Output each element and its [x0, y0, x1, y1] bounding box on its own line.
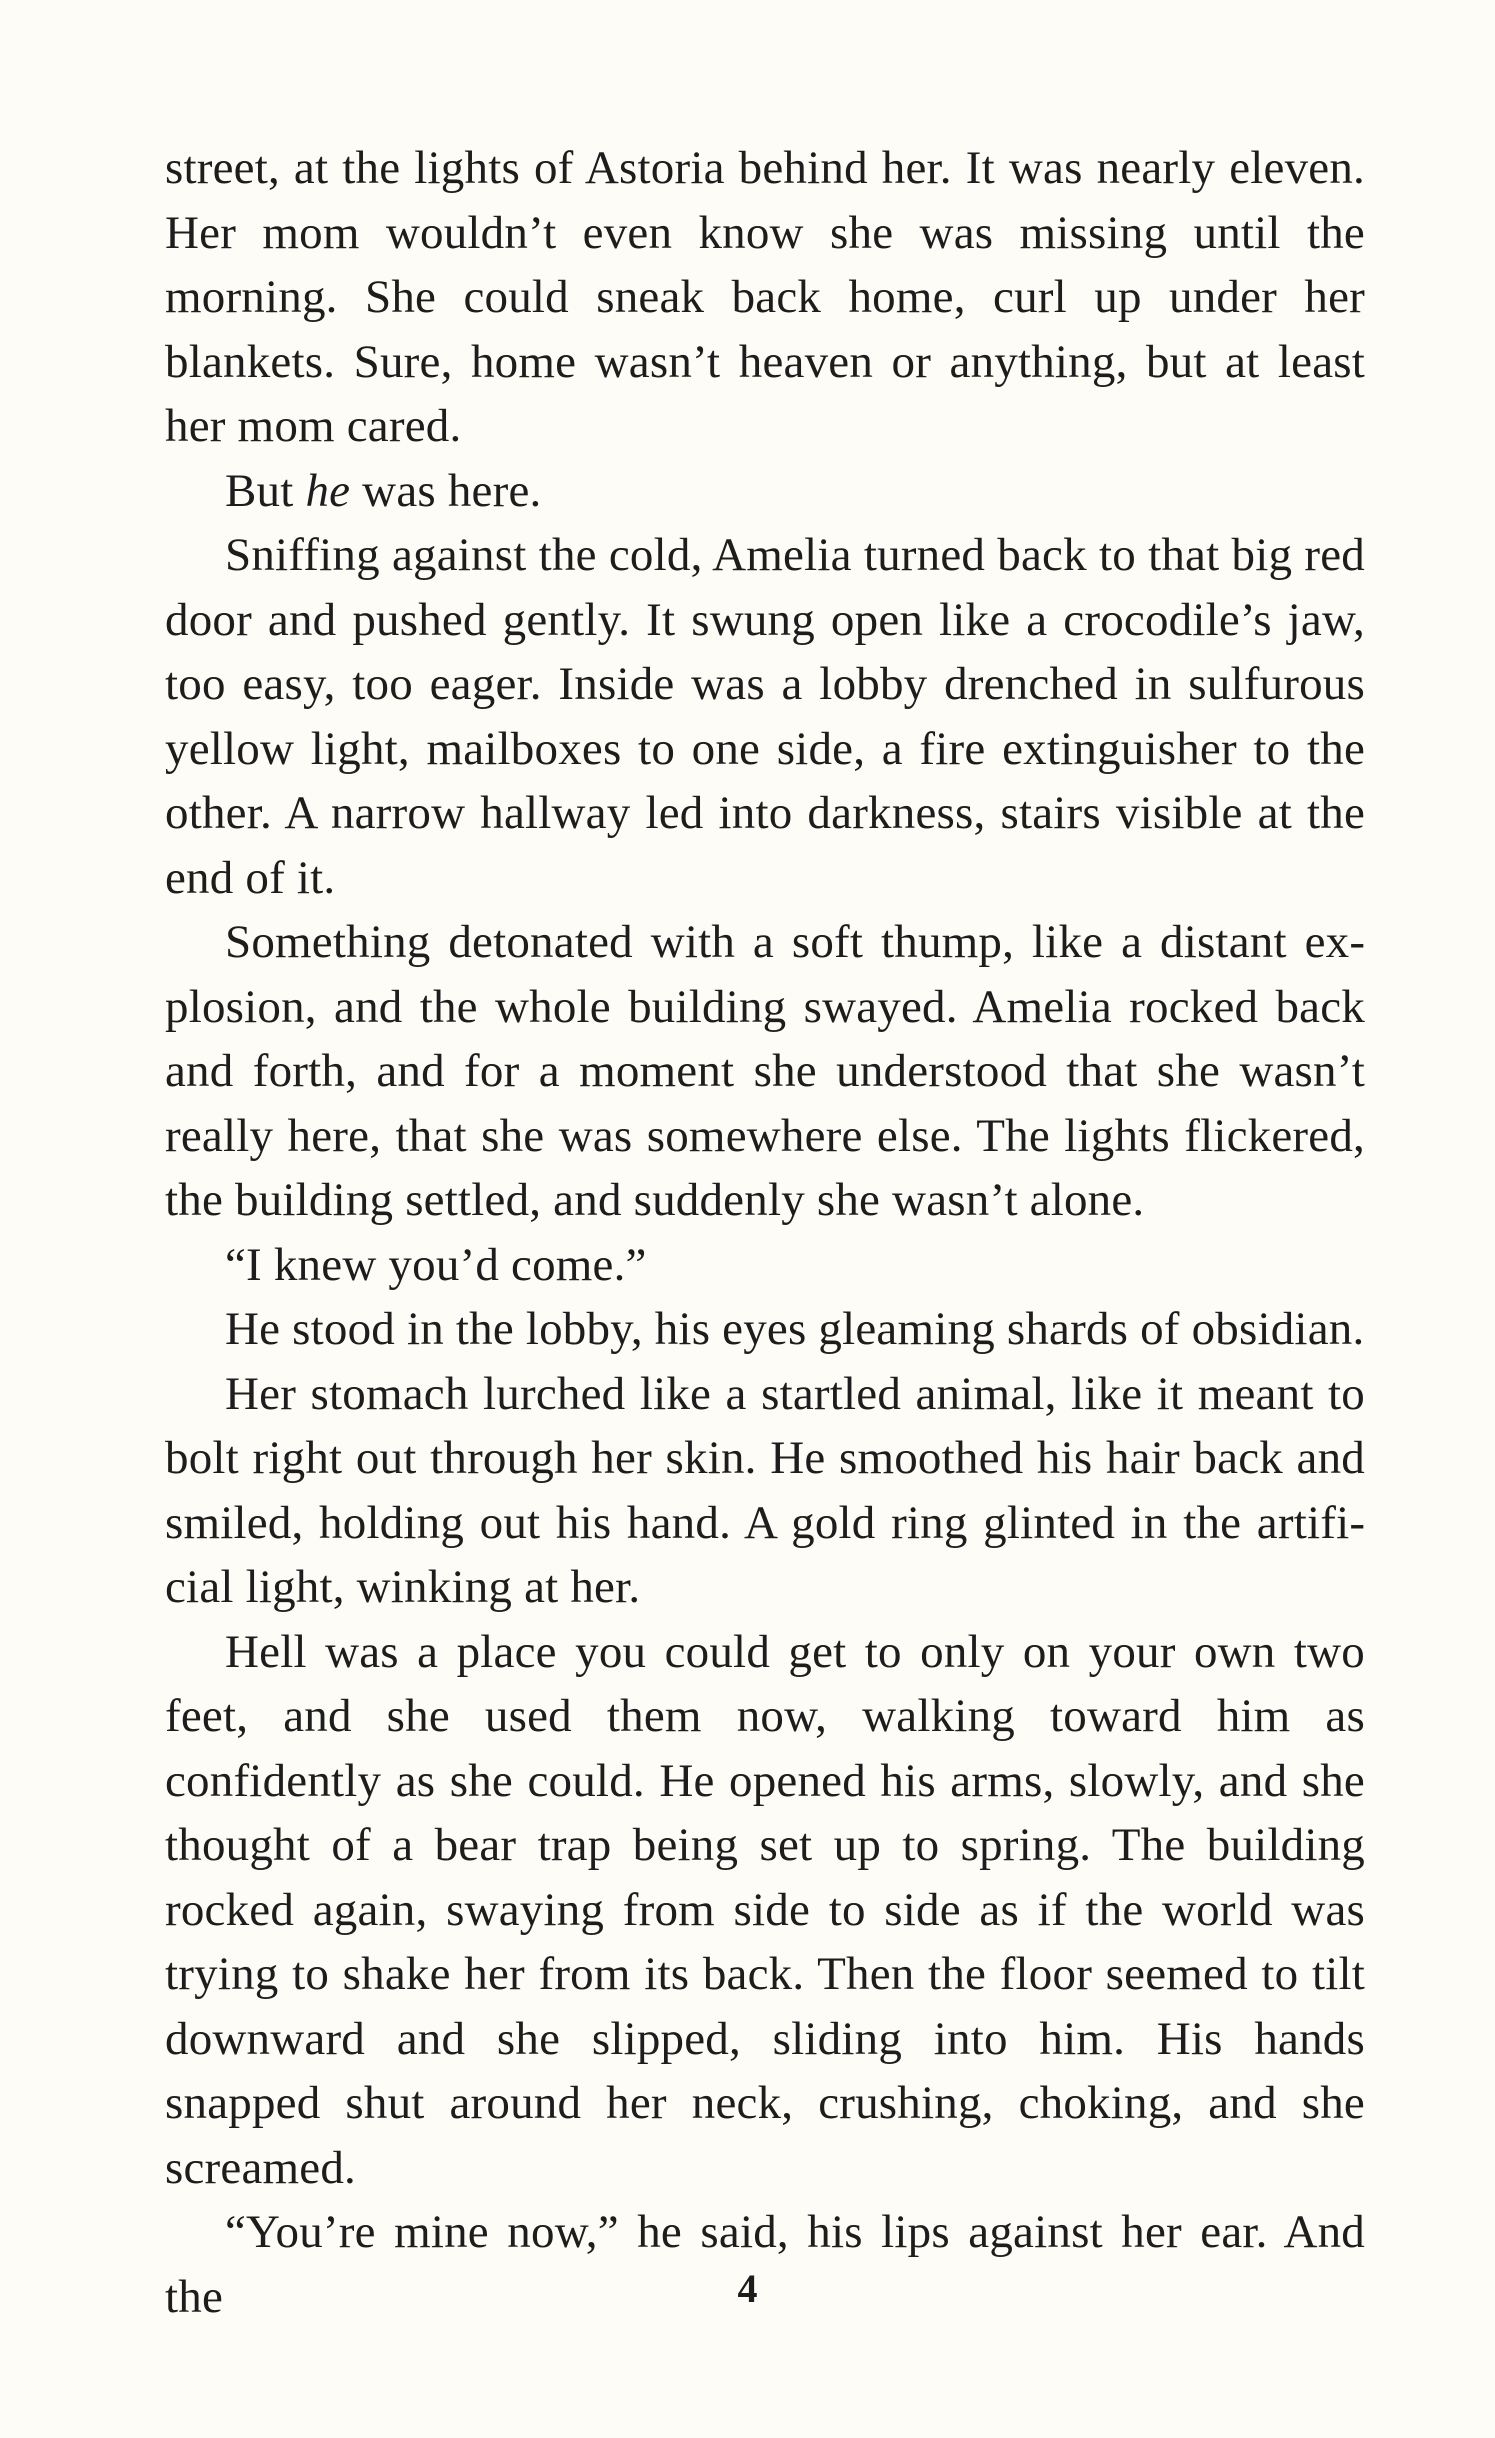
paragraph-1: street, at the lights of Astoria behind her. It was nearly eleven. Her mom wouldn’t even know she was missing until the morning. She could sneak back home, curl up under her blankets. Sure, home wasn’t heaven or anything, but at least her mom cared. — [165, 142, 1365, 452]
paragraph-9: “You’re mine now,” he said, his lips against her ear. And the — [165, 2206, 1365, 2323]
paragraph-6: He stood in the lobby, his eyes gleaming shards of obsidian. — [225, 1303, 1365, 1355]
paragraph-4: Something detonated with a soft thump, like a distant explosion, and the whole building swayed. Amelia rocked back and forth, and for a moment she understood that she wasn’t really here, that she was somewhere else. The lights flickered, the building settled, and suddenly she wasn’t alone. — [165, 916, 1365, 1226]
page-number: 4 — [737, 2266, 758, 2311]
page-body — [165, 136, 1365, 2329]
paragraph-2-text-after: was here. — [350, 464, 542, 517]
paragraph-3: Sniffing against the cold, Amelia turned back to that big red door and pushed gently. It swung open like a crocodile’s jaw, too easy, too eager. Inside was a lobby drenched in sulfurous yellow light, mailboxes to one side, a fire extinguisher to the other. A narrow hallway led into darkness, stairs visible at the end of it. — [165, 529, 1365, 904]
paragraph-2-emphasis: he — [305, 464, 351, 517]
paragraph-7: Her stomach lurched like a startled animal, like it meant to bolt right out through her skin. He smoothed his hair back and smiled, holding out his hand. A gold ring glinted in the artificial light, winking at her. — [165, 1367, 1365, 1613]
paragraph-2 — [165, 459, 1365, 524]
paragraph-8: Hell was a place you could get to only on your own two feet, and she used them now, walking toward him as confidently as she could. He opened his arms, slowly, and she thought of a bear trap being set up to spring. The building rocked again, swaying from side to side as if the world was trying to shake her from its back. Then the floor seemed to tilt downward and she slipped, sliding into him. His hands snapped shut around her neck, crushing, choking, and she screamed. — [165, 1625, 1365, 2194]
paragraph-5: “I knew you’d come.” — [225, 1238, 647, 1291]
paragraph-2-text-before: But — [225, 464, 306, 517]
